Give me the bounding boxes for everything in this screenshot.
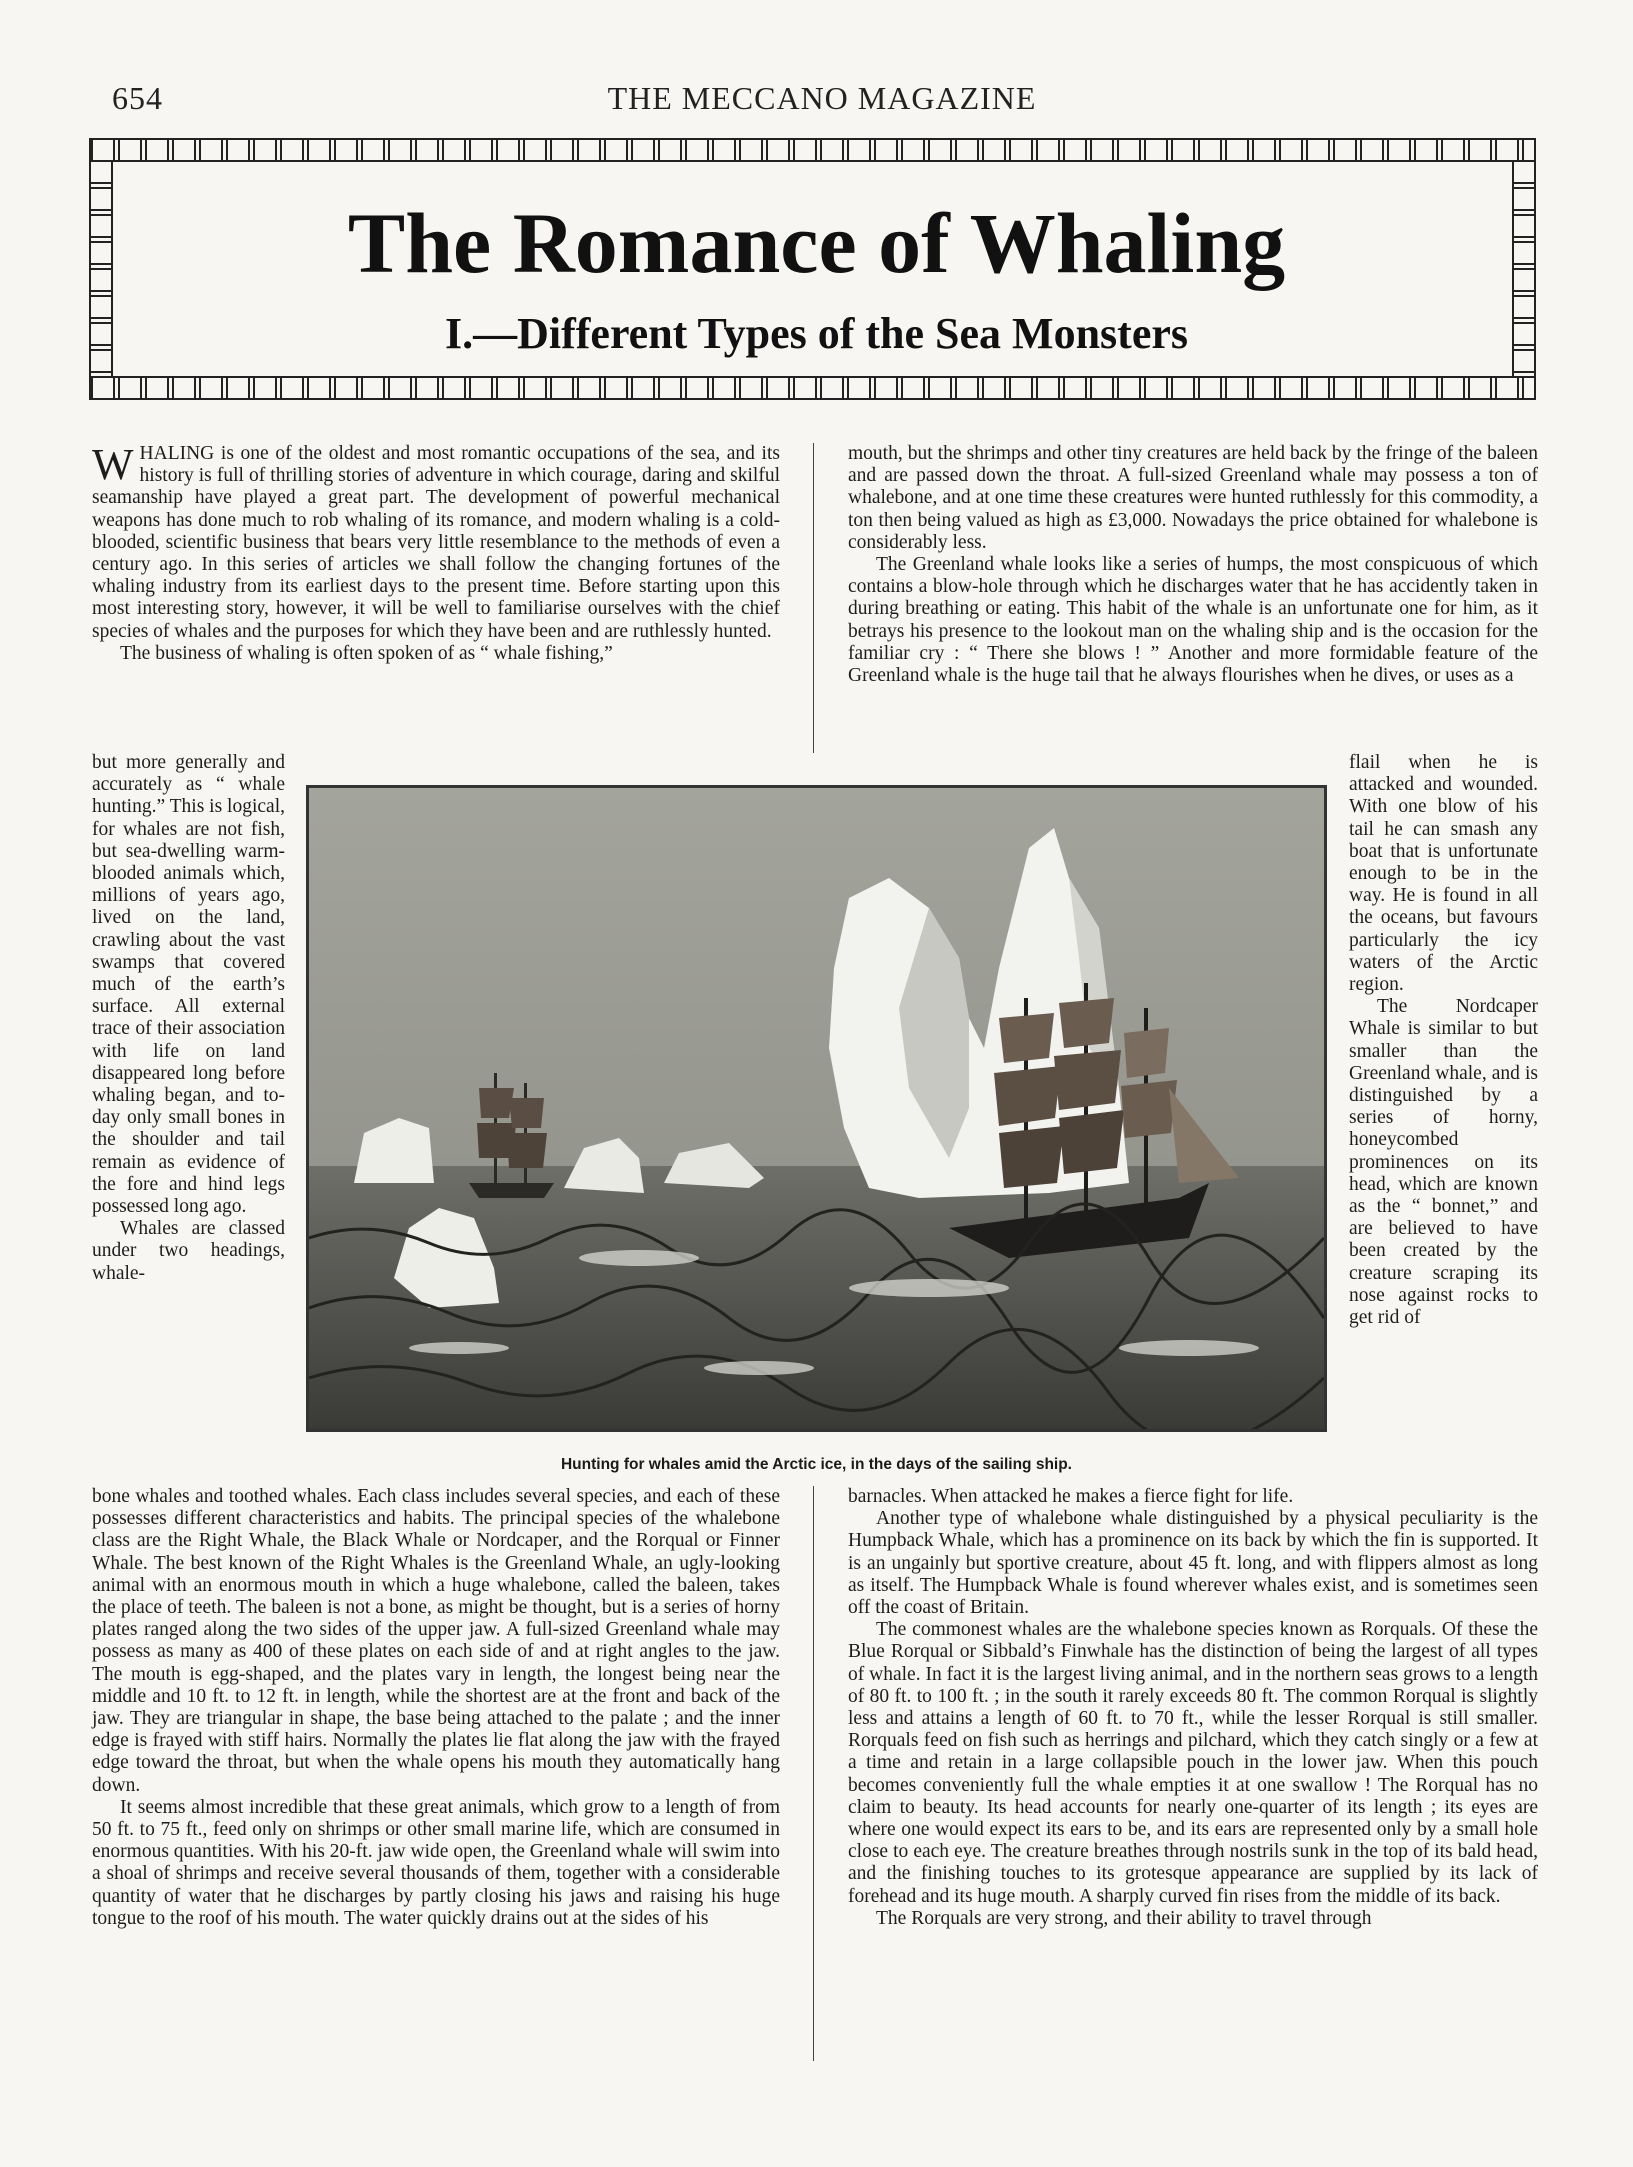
paragraph: barnacles. When attacked he makes a fierce fight for life.	[848, 1486, 1294, 1507]
paragraph: bone whales and toothed whales. Each class includes several species, and each of these possesses different characteristics and habits. The principal species of the whalebone class are the Right Whale, the Black Whale or Nordcaper, and the Rorqual or Finner Whale. The best known of the Right Whales is the Greenland Whale, an ugly-looking animal with an enormous mouth in which a huge whalebone, called the baleen, takes the place of teeth. The baleen is not a bone, as might be thought, but is a series of horny plates ranged along the two sides of the upper jaw. A full-sized Greenland whale may possess as many as 400 of these plates on each side of and at right angles to the jaw. The mouth is egg-shaped, and the plates vary in length, the longest being near the middle and 10 ft. to 12 ft. in length, while the shortest are at the front and back of the jaw. They are triangular in shape, the base being attached to the palate ; and the inner edge is frayed with stiff hairs. Normally the plates lie flat along the jaw with the frayed edge toward the throat, but when the whale opens his mouth they automatically hang down.	[92, 1486, 780, 1796]
text-column-left-top	[92, 440, 780, 665]
paragraph: The commonest whales are the whalebone species known as Rorquals. Of these the Blue Rorqual or Sibbald’s Finwhale has the distinction of being the largest of all types of whale. In fact it is the largest living animal, and in the northern seas grows to a length of 80 ft. to 100 ft. ; in the south it rarely exceeds 80 ft. The common Rorqual is slightly less and attains a length of 60 ft. to 70 ft., while the lesser Rorqual is still smaller. Rorquals feed on fish such as herrings and pilchard, which they catch singly or a few at a time and retain in a large collapsible pouch in the lower jaw. When this pouch becomes conveniently full the whale empties it at one swallow ! The Rorqual has no claim to beauty. Its head accounts for nearly one-quarter of its length ; its eyes are where one would expect its ears to be, and its ears are represented only by a small hole close to each eye. The creature breathes through nostrils sunk in the top of its bald head, and the finishing touches to its grotesque appearance are supplied by its lack of forehead and its huge mouth. A sharply curved fin rises from the middle of its back.	[848, 1619, 1538, 1907]
paragraph: The Greenland whale looks like a series of humps, the most conspicuous of which contains a blow-hole through which he discharges water that he has accidently taken in during breathing or eating. This habit of the whale is an unfortunate one for him, as it betrays his presence to the lookout man on the whaling ship and is the occasion for the familiar cry : “ There she blows ! ” Another and more formidable feature of the Greenland whale is the huge tail that he always flourishes when he dives, or uses as a	[848, 554, 1538, 687]
paragraph-text: HALING is one of the oldest and most romantic occupations of the sea, and its history is full of thrilling stories of adventure in which courage, daring and skilful seamanship have played a great part. The development of powerful mechanical weapons has done much to rob whaling of its romance, and modern whaling is a cold-blooded, scientific business that bears very little resemblance to the methods of even a century ago. In this series of articles we shall follow the changing fortunes of the whaling industry from its earliest days to the present time. Before starting upon this most interesting story, however, it will be well to familiarise ourselves with the chief species of whales and the purposes for which they have been and are ruthlessly hunted.	[92, 443, 780, 642]
illustration-arctic-whaling	[306, 785, 1327, 1432]
decorative-border-bottom	[91, 376, 1534, 398]
article-subtitle: I.—Different Types of the Sea Monsters	[444, 309, 1188, 358]
figure-caption: Hunting for whales amid the Arctic ice, in the days of the sailing ship.	[560, 1456, 1072, 1473]
paragraph: The Nordcaper Whale is similar to but smaller than the Greenland whale, and is distinguished by a series of horny, honeycombed prominences on its head, which are known as the “ bonnet,” and are believed to have been created by the creature scraping its nose against rocks to get rid of	[1349, 996, 1538, 1329]
text-column-right-wrap	[1349, 752, 1538, 1329]
decorative-border-top	[91, 140, 1534, 162]
text-column-left-bottom	[92, 1486, 780, 1930]
decorative-border-right	[1512, 160, 1534, 378]
paragraph: The Rorquals are very strong, and their ability to travel through	[876, 1907, 1372, 1929]
column-rule	[813, 443, 814, 753]
paragraph	[92, 440, 780, 643]
illustration-drawing	[309, 788, 1324, 1429]
paragraph: flail when he is attacked and wounded. With one blow of his tail he can smash any boat that is unfortunate enough to be in the way. He is found in all the oceans, but favours particularly the icy waters of the Arctic region.	[1349, 752, 1538, 996]
article-title: The Romance of Whaling	[347, 195, 1286, 291]
text-column-right-bottom	[848, 1486, 1538, 1930]
paragraph: Another type of whalebone whale distinguished by a physical peculiarity is the Humpback Whale, which has a prominence on its back by which the fin is supported. It is an ungainly but sportive creature, about 45 ft. long, and with flippers almost as long as itself. The Humpback Whale is found wherever whales exist, and is sometimes seen off the coast of Britain.	[848, 1508, 1538, 1619]
paragraph: mouth, but the shrimps and other tiny creatures are held back by the fringe of the baleen and are passed down the throat. A full-sized Greenland whale may possess a ton of whalebone, and at one time these creatures were hunted ruthlessly for this commodity, a ton then being valued as high as £3,000. Nowadays the price obtained for whalebone is considerably less.	[848, 443, 1538, 553]
text-column-left-wrap	[92, 752, 285, 1285]
running-header	[112, 80, 1532, 122]
column-rule	[813, 1486, 814, 2061]
text-column-right-top	[848, 443, 1538, 687]
paragraph: It seems almost incredible that these great animals, which grow to a length of from 50 ft. to 75 ft., feed only on shrimps or other small marine life, which are consumed in enormous quantities. With his 20-ft. jaw wide open, the Greenland whale will swim into a shoal of shrimps and receive several thousands of them, together with a considerable quantity of water that he discharges by partly closing his jaws and raising his huge tongue to the roof of his mouth. The water quickly drains out at the sides of his	[92, 1796, 780, 1929]
decorative-border-left	[91, 160, 113, 378]
paragraph: Whales are classed under two headings, whale-	[92, 1218, 285, 1284]
magazine-title: THE MECCANO MAGAZINE	[607, 80, 1037, 116]
drop-cap: W	[92, 440, 134, 489]
paragraph: but more generally and accurately as “ whale hunting.” This is logical, for whales are not fish, but sea-dwelling warm-blooded animals which, millions of years ago, lived on the land, crawling about the vast swamps that covered much of the earth’s surface. All external trace of their association with life on land disappeared long before whaling began, and to-day only small bones in the shoulder and tail remain as evidence of the fore and hind legs possessed long ago.	[92, 752, 286, 1218]
page-number: 654	[112, 80, 163, 116]
paragraph: The business of whaling is often spoken of as “ whale fishing,”	[120, 642, 613, 664]
